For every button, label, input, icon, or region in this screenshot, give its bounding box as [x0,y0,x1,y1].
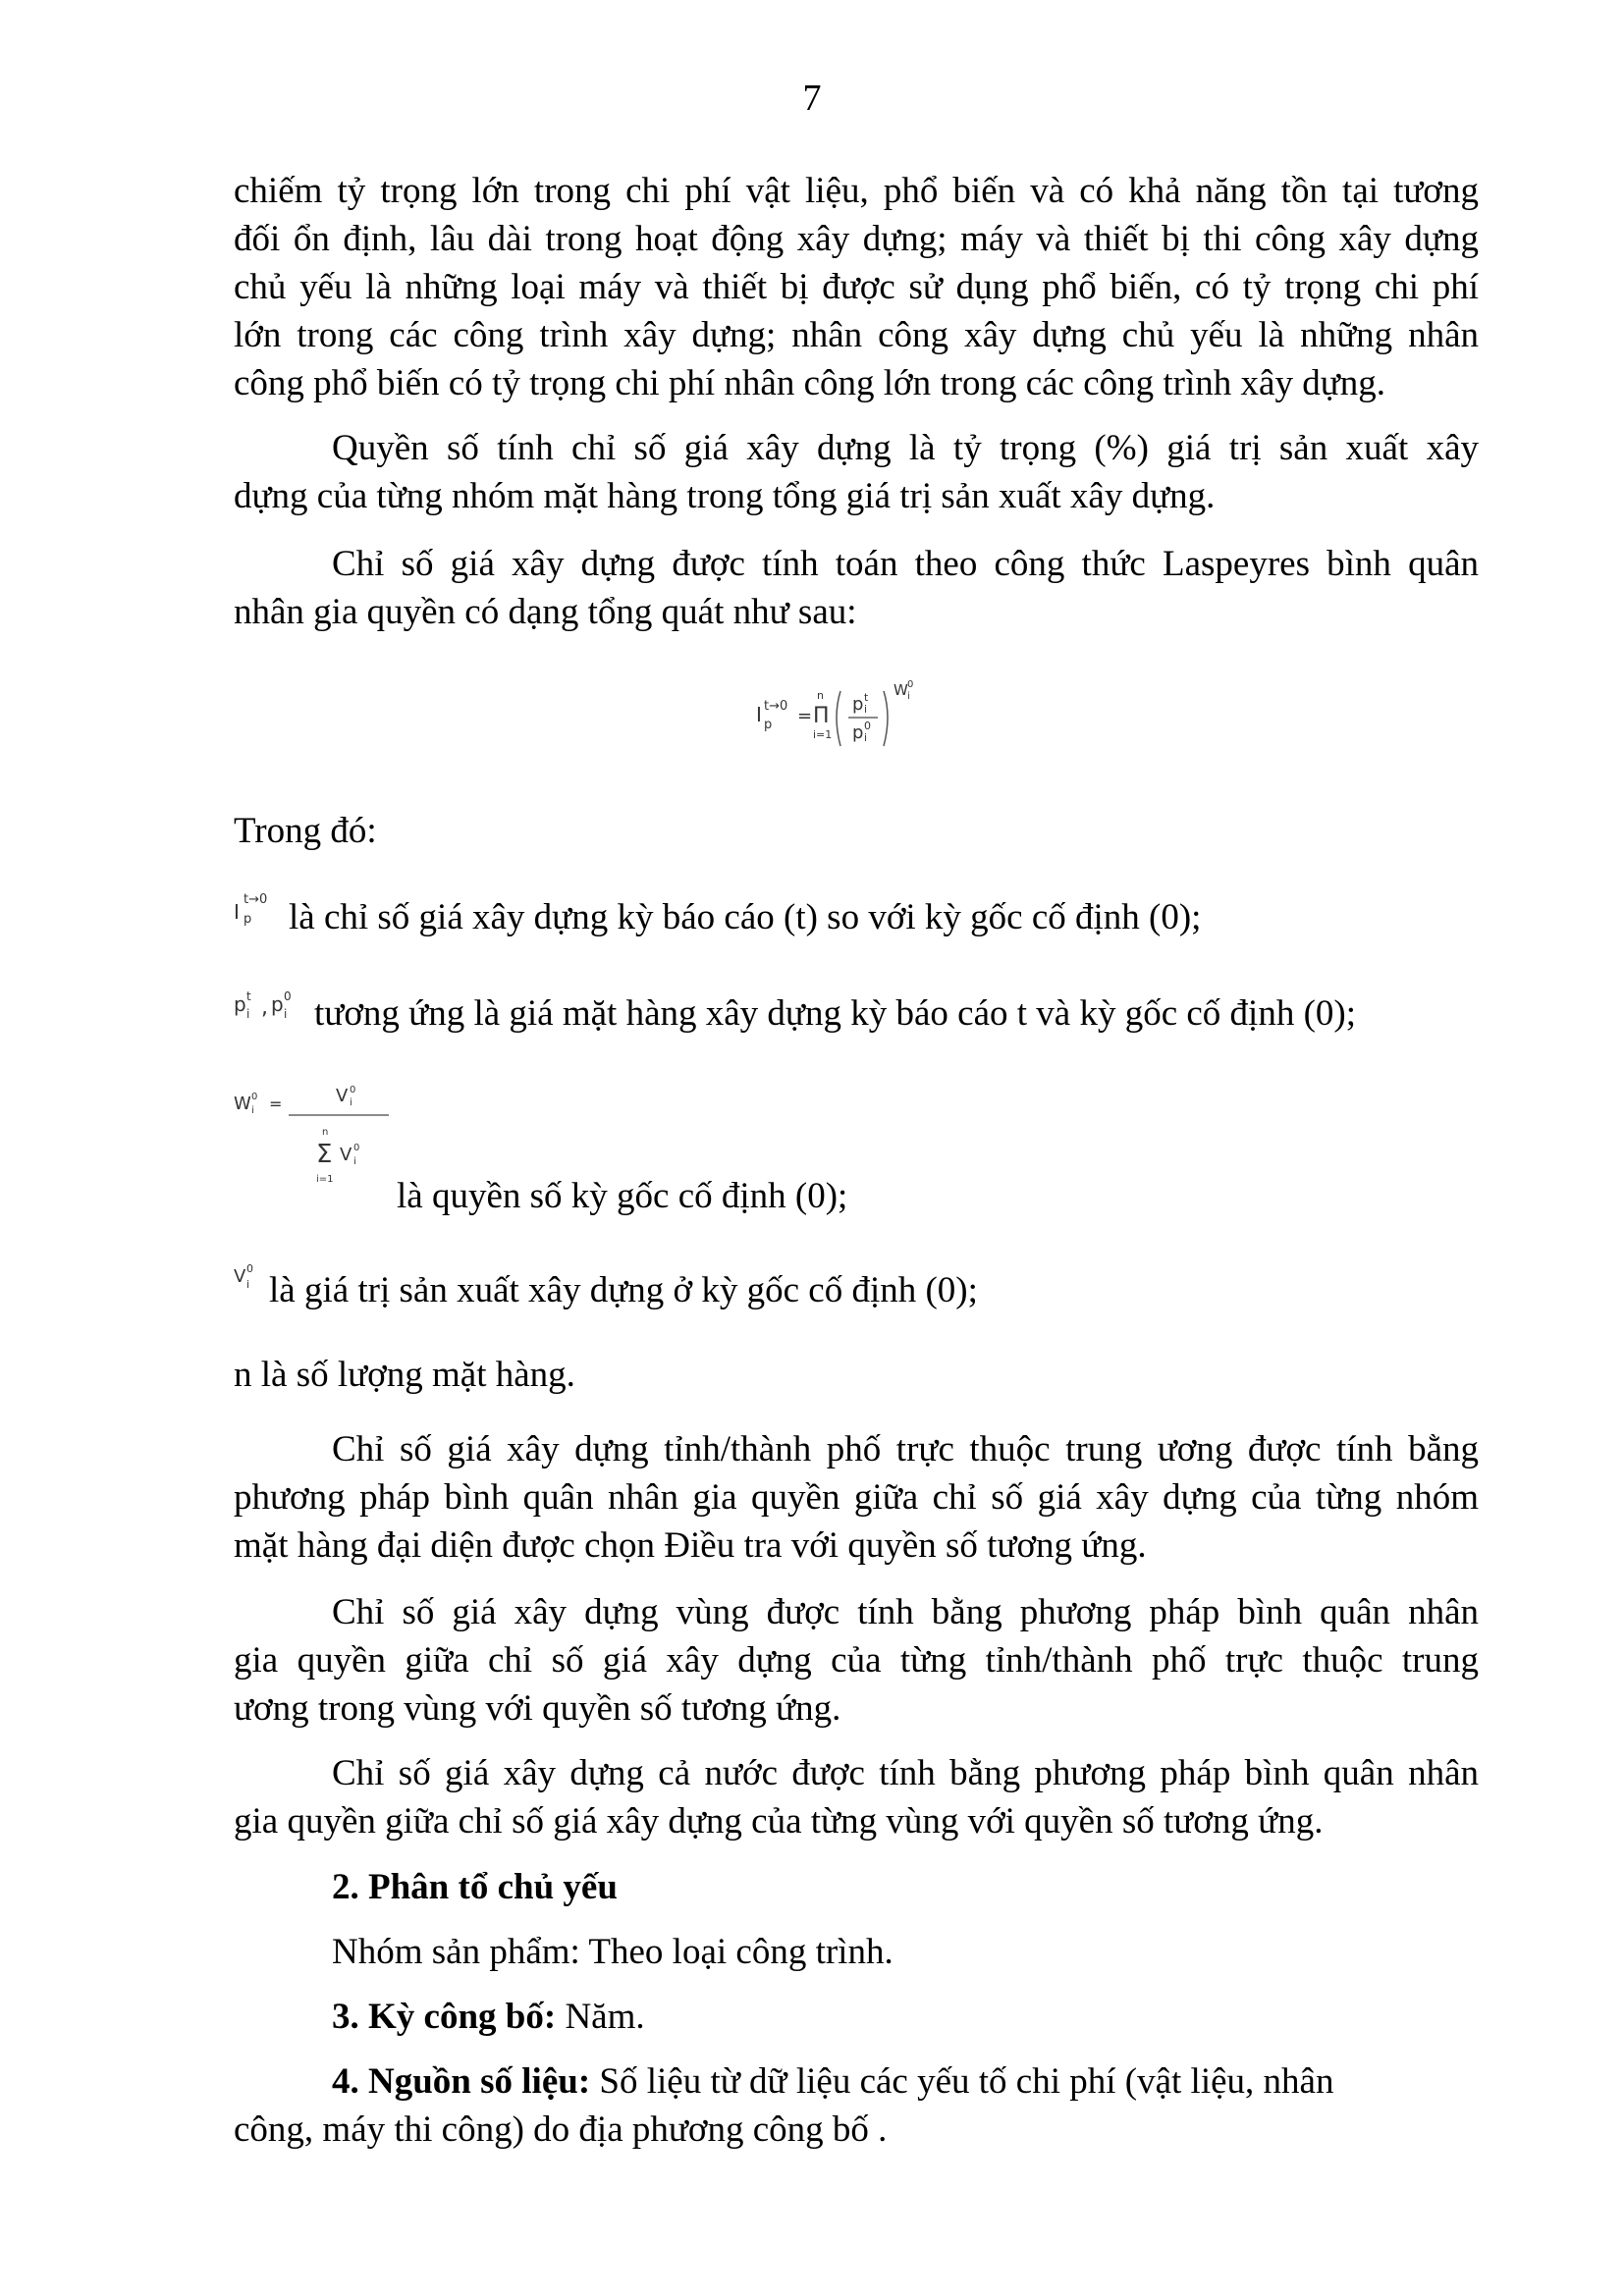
line: gia quyền giữa chỉ số giá xây dựng của từng vùng với quyền số tương ứng. [234,1801,1324,1842]
line: ương trong vùng với quyền số tương ứng. [234,1688,841,1729]
formula-num-sup: t [864,691,869,704]
formula-lhs-sup: t→0 [764,699,788,714]
definition-text: là quyền số kỳ gốc cố định (0); [397,1176,848,1216]
trong-do-label: Trong đó: [234,811,377,851]
section-4-line-2: công, máy thi công) do địa phương công bố . [234,2109,888,2150]
formula-den: p [852,722,864,743]
formula-exp-sup: 0 [907,679,914,690]
definition-1 [234,893,1479,941]
weight-sum-symbol: Σ [316,1140,333,1169]
weight-den-sub: i [353,1156,356,1167]
line: mặt hàng đại diện được chọn Điều tra với quyền số tương ứng. [234,1525,1147,1566]
definition-text: là chỉ số giá xây dựng kỳ báo cáo (t) so với kỳ gốc cố định (0); [289,897,1202,937]
formula-den-sup: 0 [864,720,871,732]
symbol-a-sup: t [246,989,251,1003]
page-number: 7 [802,78,822,119]
formula-lhs: I [756,703,762,726]
section-3-heading: 3. Kỳ công bố: [332,1997,557,2037]
symbol-b-sub: i [284,1007,288,1021]
paragraph-4 [234,1425,1479,1570]
section-2-text: Nhóm sản phẩm: Theo loại công trình. [332,1932,893,1972]
line: Chỉ số giá xây dựng cả nước được tính bằng phương pháp bình quân nhân [332,1753,1479,1793]
line: lớn trong các công trình xây dựng; nhân công xây dựng chủ yếu là những nhân [234,315,1479,355]
weight-sum-bottom: i=1 [316,1174,334,1185]
line: chiếm tỷ trọng lớn trong chi phí vật liệu, phổ biến và có khả năng tồn tại tương [234,171,1479,211]
definition-5: n là số lượng mặt hàng. [234,1355,575,1395]
paragraph-5 [234,1588,1479,1733]
weight-lhs-sup: 0 [251,1092,258,1102]
weight-lhs: W [234,1094,251,1114]
section-2-heading: 2. Phân tổ chủ yếu [332,1867,618,1907]
weight-num-sup: 0 [350,1085,356,1095]
weight-den-sup: 0 [353,1143,360,1153]
symbol-sup: 0 [246,1262,253,1275]
symbol-prices [234,989,314,1029]
weight-num-sub: i [350,1097,352,1108]
weight-lhs-sub: i [251,1105,254,1116]
line: nhân gia quyền có dạng tổng quát như sau: [234,592,857,632]
weight-num: V [336,1086,349,1106]
symbol-sub: p [244,912,252,927]
line: đối ổn định, lâu dài trong hoạt động xây dựng; máy và thiết bị thi công xây dựng [234,219,1479,259]
paragraph-6 [234,1749,1479,1845]
symbol-sub: i [246,1278,250,1291]
symbol-base: I [234,900,240,924]
formula-prod-top: n [817,689,824,702]
line: Chỉ số giá xây dựng vùng được tính bằng phương pháp bình quân nhân [332,1592,1479,1632]
line: Chỉ số giá xây dựng tỉnh/thành phố trực thuộc trung ương được tính bằng [332,1429,1479,1469]
weight-eq: = [269,1095,283,1113]
paragraph-1 [234,167,1479,407]
section-3-text: Năm. [556,1997,645,2037]
section-4 [234,2057,1479,2154]
formula-exp: W [893,681,908,699]
symbol-a: p [234,992,246,1016]
formula-lhs-sub: p [764,718,773,732]
open-paren [837,691,840,746]
definition-4 [234,1262,1479,1314]
section-3 [234,1993,1479,2041]
definition-text: tương ứng là giá mặt hàng xây dựng kỳ báo cáo t và kỳ gốc cố định (0); [314,993,1357,1034]
line: Chỉ số giá xây dựng được tính toán theo công thức Laspeyres bình quân [332,544,1479,584]
laspeyres-formula [756,677,952,766]
formula-den-sub: i [864,731,868,744]
line: gia quyền giữa chỉ số giá xây dựng của từng tỉnh/thành phố trực thuộc trung [234,1640,1479,1681]
line: phương pháp bình quân nhân gia quyền giữa chỉ số giá xây dựng của từng nhóm [234,1477,1479,1518]
weight-sum-top: n [322,1127,329,1138]
symbol-b: p [271,992,284,1016]
symbol-index [234,893,289,933]
line: công phổ biến có tỷ trọng chi phí nhân công lớn trong các công trình xây dựng. [234,363,1385,403]
formula-prod-bottom: i=1 [813,728,833,741]
line: Quyền số tính chỉ số giá xây dựng là tỷ trọng (%) giá trị sản xuất xây [332,428,1479,468]
weight-formula [234,1080,391,1207]
paragraph-2 [234,424,1479,520]
close-paren [884,691,888,746]
section-4-text: Số liệu từ dữ liệu các yếu tố chi phí (vật liệu, nhân [590,2061,1334,2102]
symbol-b-sup: 0 [284,989,292,1003]
formula-num: p [852,694,864,715]
definition-3 [234,1080,1479,1217]
definition-2 [234,989,1479,1038]
section-4-line-1 [234,2057,1479,2106]
formula-graphic [756,677,952,766]
definition-text: là giá trị sản xuất xây dựng ở kỳ gốc cố định (0); [269,1270,978,1310]
symbol-a-sub: i [246,1007,250,1021]
line: dựng của từng nhóm mặt hàng trong tổng giá trị sản xuất xây dựng. [234,476,1216,516]
formula-num-sub: i [864,703,868,716]
formula-prod-symbol: Π [813,704,830,728]
symbol-sup: t→0 [244,892,268,907]
formula-exp-sub: i [907,691,910,702]
symbol-sep: , [261,995,268,1020]
weight-den: V [340,1145,352,1165]
symbol-value [234,1262,269,1306]
paragraph-3 [234,540,1479,636]
line: chủ yếu là những loại máy và thiết bị được sử dụng phổ biến, có tỷ trọng chi phí [234,267,1479,307]
symbol-base: V [234,1266,246,1287]
section-4-heading: 4. Nguồn số liệu: [332,2061,591,2102]
formula-eq: = [797,706,813,726]
